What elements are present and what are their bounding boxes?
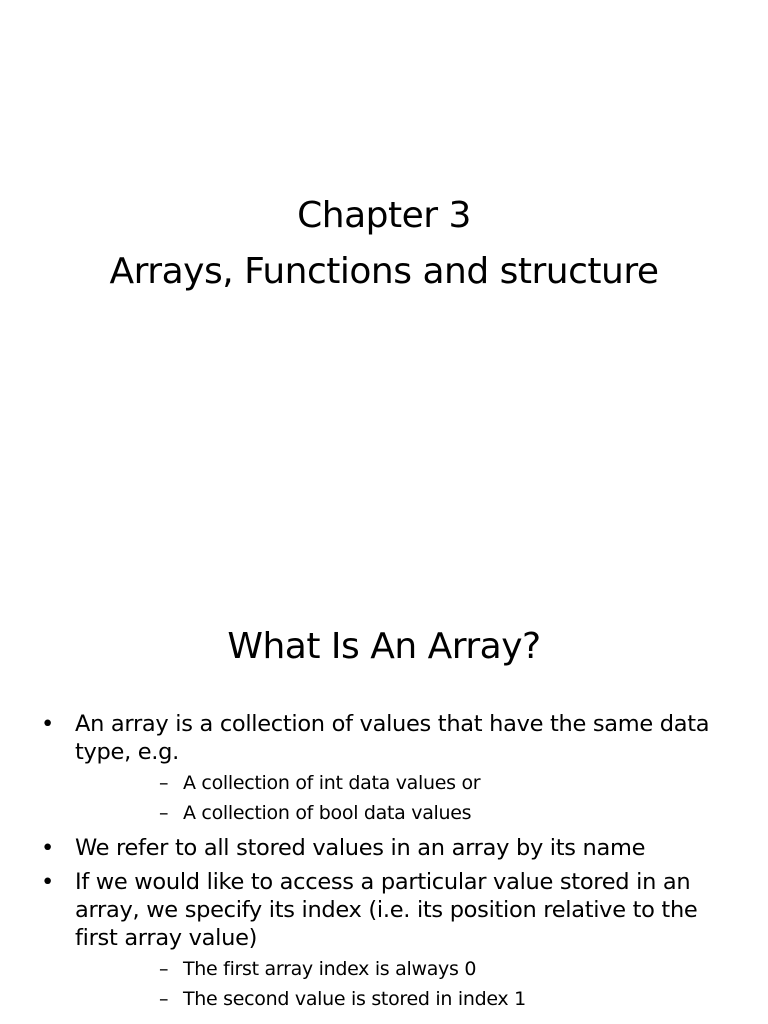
- sub-bullet-item: [75, 768, 738, 798]
- slide-title: What Is An Array?: [227, 626, 541, 667]
- bullet-item: [0, 868, 768, 1014]
- content-slide: [0, 576, 768, 1024]
- bullet-text: If we would like to access a particular value stored in an array, we specify its index (i.e. its position relative to the first array value): [75, 869, 698, 951]
- bullet-item: [0, 710, 768, 828]
- bullet-text: An array is a collection of values that have the same data type, e.g.: [75, 711, 710, 765]
- sub-bullet-glyph: –: [159, 802, 169, 824]
- title-slide-heading: [0, 188, 768, 300]
- sub-bullet-text: A collection of bool data values: [183, 802, 472, 824]
- sub-bullet-item: [75, 984, 738, 1014]
- sub-bullet-list: [75, 954, 738, 1014]
- chapter-title: Arrays, Functions and structure: [109, 251, 659, 292]
- sub-bullet-text: The second value is stored in index 1: [183, 988, 526, 1010]
- chapter-label: Chapter 3: [297, 195, 471, 236]
- bullet-glyph: •: [41, 869, 54, 895]
- bullet-glyph: •: [41, 711, 54, 737]
- sub-bullet-item: [75, 954, 738, 984]
- sub-bullet-glyph: –: [159, 958, 169, 980]
- bullet-list: [0, 710, 768, 1020]
- bullet-item: [0, 834, 768, 862]
- sub-bullet-item: [75, 798, 738, 828]
- bullet-text: We refer to all stored values in an array by its name: [75, 835, 646, 861]
- sub-bullet-text: The first array index is always 0: [183, 958, 477, 980]
- sub-bullet-glyph: –: [159, 772, 169, 794]
- bullet-glyph: •: [41, 835, 54, 861]
- sub-bullet-list: [75, 768, 738, 828]
- sub-bullet-text: A collection of int data values or: [183, 772, 481, 794]
- sub-bullet-glyph: –: [159, 988, 169, 1010]
